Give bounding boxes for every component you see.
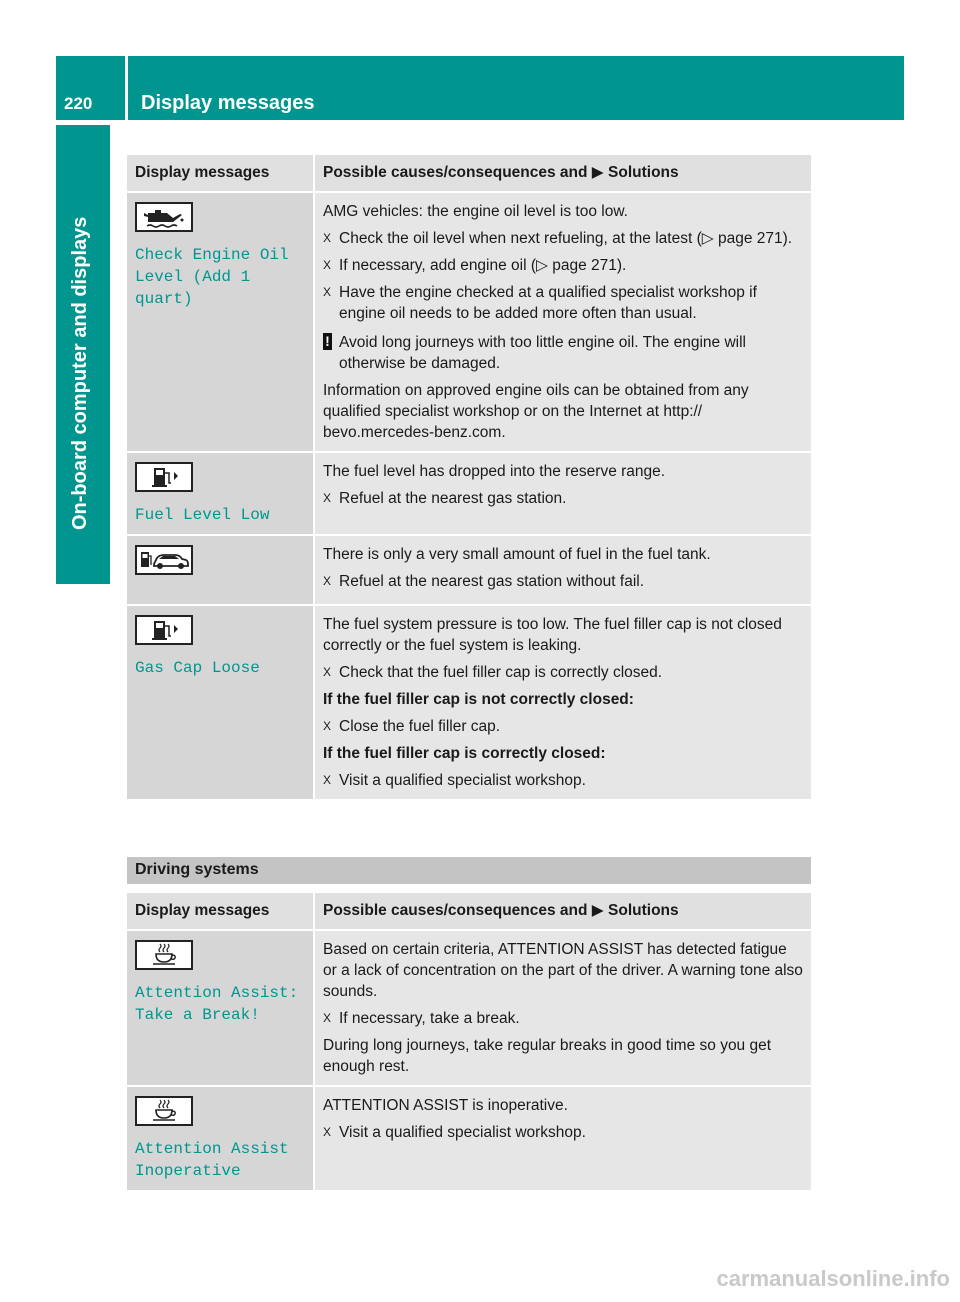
causes-cell: ATTENTION ASSIST is inoperative. X Visit a qualified specialist workshop.: [314, 1086, 811, 1191]
table-row: [127, 930, 811, 1086]
message-text: Check Engine Oil Level (Add 1 quart): [135, 246, 289, 308]
step-arrow-icon: X: [323, 665, 332, 679]
table-header-row: [127, 893, 811, 930]
watermark: carmanualsonline.info: [716, 1266, 950, 1291]
col-header-causes-label: Possible causes/consequences and: [323, 902, 588, 919]
page-title: Display messages: [141, 92, 315, 114]
coffee-cup-icon: [135, 1096, 193, 1126]
step-arrow-icon: X: [323, 773, 332, 787]
message-text: Attention Assist Inoperative: [135, 1140, 289, 1180]
step-arrow-icon: X: [323, 285, 332, 299]
driving-systems-table: [127, 893, 811, 1192]
col-header-display-messages: Display messages: [127, 893, 314, 930]
coffee-cup-icon: [135, 940, 193, 970]
fuel-pump-icon: [135, 462, 193, 492]
display-message-cell: [127, 1086, 314, 1191]
oil-can-icon: [135, 202, 193, 232]
display-message-cell: [127, 192, 314, 452]
message-text: Attention Assist: Take a Break!: [135, 984, 299, 1024]
display-message-cell: [127, 535, 314, 605]
causes-cell: The fuel system pressure is too low. The fuel filler cap is not closed correctly or the fuel system is leaking. X Check that the fuel filler cap is correctly closed. If the fuel filler cap is not correctly closed: X Close the fuel filler cap. If the fuel filler cap is correctly closed: X Visit a qualified specialist workshop.: [314, 605, 811, 800]
col-header-display-messages: Display messages: [127, 155, 314, 192]
display-messages-table: [127, 155, 811, 801]
page-number: 220: [64, 94, 93, 113]
solutions-arrow-icon: ▶: [591, 902, 604, 919]
col-header-solutions-label: Solutions: [608, 902, 679, 919]
solutions-arrow-icon: ▶: [591, 164, 604, 181]
step-arrow-icon: X: [323, 719, 332, 733]
step-arrow-icon: X: [323, 258, 332, 272]
table-row: [127, 535, 811, 605]
display-message-cell: [127, 930, 314, 1086]
causes-cell: AMG vehicles: the engine oil level is too low. X Check the oil level when next refueling, at the latest (▷ page 271). X If necessary, add engine oil (▷ page 271). X Have the engine checked at a qualified specialist workshop if engine oil needs to be added more often than usual. ! Avoid long journeys with too little engine oil. The engine will otherwise be damaged. Information on approved engine oils can be obtained from any qualified specialist workshop or on the Internet at http:// bevo.mercedes-benz.com.: [314, 192, 811, 452]
fuel-pump-icon: [135, 615, 193, 645]
step-arrow-icon: X: [323, 1011, 332, 1025]
table-row: [127, 605, 811, 800]
step-arrow-icon: X: [323, 574, 332, 588]
causes-cell: The fuel level has dropped into the reserve range. X Refuel at the nearest gas station.: [314, 452, 811, 535]
header-divider: [125, 56, 128, 120]
table-row: [127, 192, 811, 452]
step-arrow-icon: X: [323, 1125, 332, 1139]
fuel-pump-car-icon: [135, 545, 193, 575]
table-header-row: [127, 155, 811, 192]
display-message-cell: [127, 605, 314, 800]
side-tab-title: On-board computer and displays: [69, 216, 91, 530]
causes-cell: Based on certain criteria, ATTENTION ASSIST has detected fatigue or a lack of concentration on the part of the driver. A warning tone also sounds. X If necessary, take a break. During long journeys, take regular breaks in good time so you get enough rest.: [314, 930, 811, 1086]
message-text: Gas Cap Loose: [135, 659, 260, 677]
col-header-causes-label: Possible causes/consequences and: [323, 164, 588, 181]
step-arrow-icon: X: [323, 491, 332, 505]
warning-icon: !: [323, 333, 332, 350]
col-header-solutions-label: Solutions: [608, 164, 679, 181]
col-header-causes: [314, 893, 811, 930]
step-arrow-icon: X: [323, 231, 332, 245]
section-heading-driving-systems: Driving systems: [127, 857, 811, 884]
causes-cell: There is only a very small amount of fuel in the fuel tank. X Refuel at the nearest gas station without fail.: [314, 535, 811, 605]
display-message-cell: [127, 452, 314, 535]
col-header-causes: [314, 155, 811, 192]
message-text: Fuel Level Low: [135, 506, 270, 524]
table-row: [127, 452, 811, 535]
table-row: [127, 1086, 811, 1191]
